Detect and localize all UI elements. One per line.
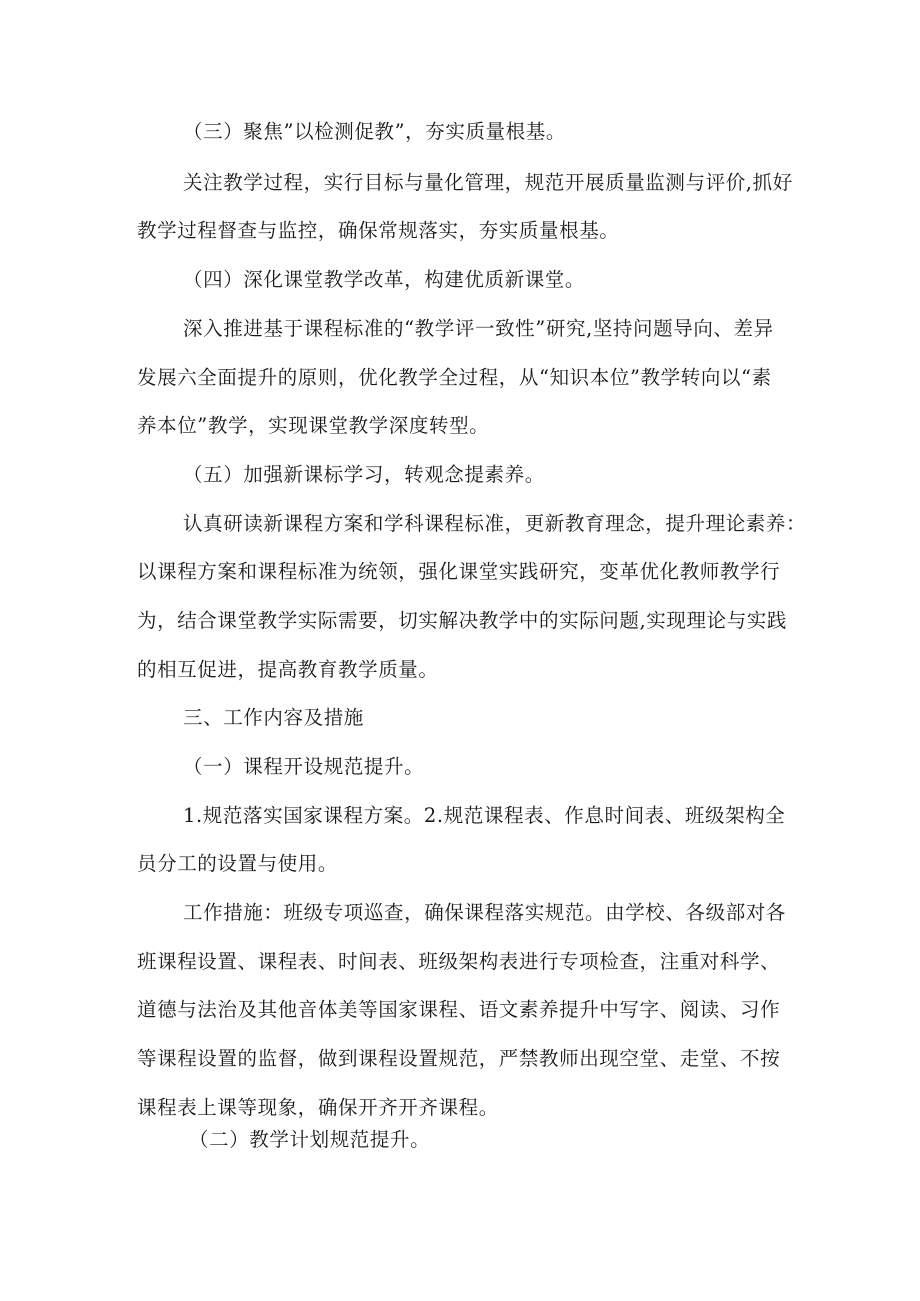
paragraph-line: 工作措施：班级专项巡查，确保课程落实规范。由学校、各级部对各 xyxy=(183,901,787,924)
subheading-2: （二）教学计划规范提升。 xyxy=(189,1128,431,1151)
paragraph-line: 以课程方案和课程标准为统领，强化课堂实践研究，变革优化教师教学行 xyxy=(137,560,781,583)
section-heading: 三、工作内容及措施 xyxy=(183,706,364,729)
list-line: 1.规范落实国家课程方案。2.规范课程表、作息时间表、班级架构全 xyxy=(183,804,786,827)
subheading-3: （三）聚焦”以检测促教”，夯实质量根基。 xyxy=(183,120,566,143)
paragraph-line: 道德与法治及其他音体美等国家课程、语文素养提升中写字、阅读、习作 xyxy=(137,998,781,1021)
paragraph-line: 关注教学过程，实行目标与量化管理，规范开展质量监测与评价,抓好 xyxy=(183,171,793,194)
list-line: 员分工的设置与使用。 xyxy=(137,852,339,875)
subheading-5: （五）加强新课标学习，转观念提素养。 xyxy=(183,463,545,486)
paragraph-line: 深入推进基于课程标准的“教学评一致性”研究,坚持问题导向、差异 xyxy=(183,317,774,340)
subheading-4: （四）深化课堂教学改革，构建优质新课堂。 xyxy=(183,268,586,291)
paragraph-line: 教学过程督查与监控，确保常规落实，夯实质量根基。 xyxy=(137,219,620,242)
paragraph-line: 课程表上课等现象，确保开齐开齐课程。 xyxy=(137,1096,499,1119)
paragraph-line: 发展六全面提升的原则，优化教学全过程，从“知识本位”教学转向以“素 xyxy=(137,366,772,389)
paragraph-line: 班课程设置、课程表、时间表、班级架构表进行专项检查，注重对科学、 xyxy=(137,950,781,973)
paragraph-line: 认真研读新课程方案和学科课程标准，更新教育理念，提升理论素养： xyxy=(183,512,807,535)
paragraph-line: 养本位”教学，实现课堂教学深度转型。 xyxy=(137,414,490,437)
paragraph-line: 的相互促进，提高教育教学质量。 xyxy=(137,658,439,681)
paragraph-line: 等课程设置的监督，做到课程设置规范，严禁教师出现空堂、走堂、不按 xyxy=(137,1047,781,1070)
subheading-1: （一）课程开设规范提升。 xyxy=(183,755,425,778)
paragraph-line: 为，结合课堂教学实际需要，切实解决教学中的实际问题,实现理论与实践 xyxy=(137,609,787,632)
